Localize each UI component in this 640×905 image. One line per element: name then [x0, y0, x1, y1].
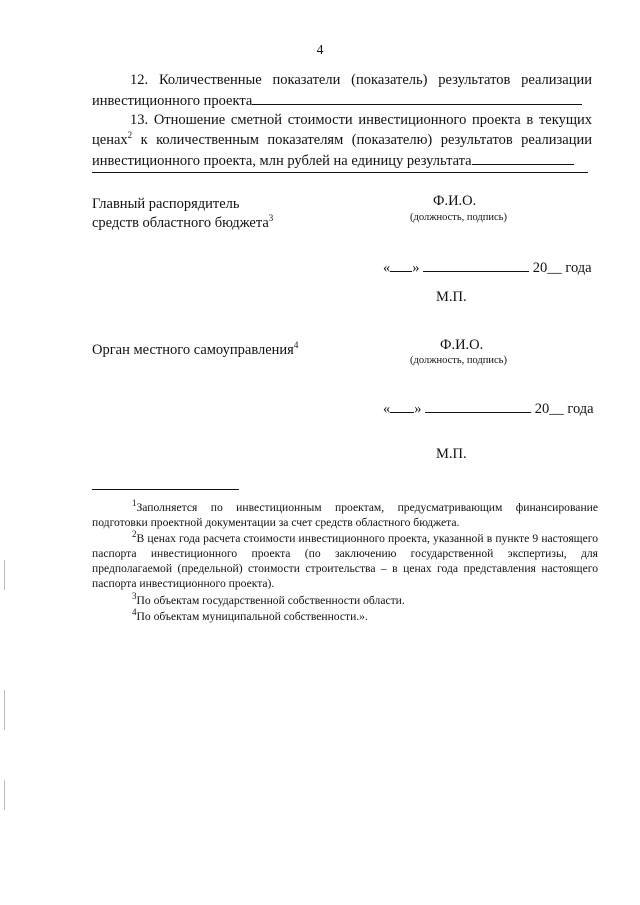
page-number: 4: [316, 43, 324, 58]
signature2-day-blank: [390, 398, 414, 413]
scan-margin-mark: [4, 560, 5, 590]
footnote-3-num: 3: [132, 591, 137, 602]
signature2-stamp-place: М.П.: [436, 446, 467, 462]
footnote-4-text: По объектам муниципальной собственности.».: [136, 610, 368, 623]
item-13-line1: 13. Отношение сметной стоимости инвестиционного проекта в текущих: [130, 112, 592, 128]
footnote-4-num: 4: [132, 607, 137, 618]
footnote-ref-3: 3: [268, 213, 274, 224]
signature1-month-blank: [423, 257, 529, 272]
signature1-day-blank: [390, 257, 412, 272]
item-12-line1: 12. Количественные показатели (показатель) результатов реализации: [130, 72, 592, 88]
footnote-1-num: 1: [132, 498, 137, 509]
footnote-3: [92, 593, 598, 608]
footnote-2-text: В ценах года расчета стоимости инвестиционного проекта, указанной в пункте 9 настоящего паспорта инвестиционного проекта (по заключению государственной экспертизы, для предполагаемой (предельной) стоимости строительства – в ценах года представления настоящего паспорта инвестиционного проекта).: [92, 532, 598, 590]
footnote-1: [92, 500, 598, 530]
item-12-line2: инвестиционного проекта: [92, 93, 253, 109]
signature1-fio: Ф.И.О.: [433, 193, 477, 209]
item-13-blank: [472, 150, 574, 165]
footnote-ref-4: 4: [293, 340, 299, 351]
footnote-separator: [92, 489, 239, 490]
signature1-label-line2: средств областного бюджета: [92, 215, 269, 231]
item-12: [92, 70, 592, 111]
item-13-line2a: ценах: [92, 132, 128, 148]
signature1-role: (должность, подпись): [410, 212, 507, 223]
item-13: [92, 110, 592, 171]
signature2-year: 20__ года: [534, 401, 594, 417]
signature2-label: Орган местного самоуправления$^4$: [92, 340, 299, 358]
item-13-line3: инвестиционного проекта, млн рублей на единицу результата: [92, 153, 472, 169]
signature1-date: « » 20__ года: [383, 257, 592, 277]
signature2-date: « » 20__ года: [383, 398, 594, 418]
scan-margin-mark: [4, 690, 5, 730]
item-13-line2b: к количественным показателям (показателю) результатов реализации: [132, 132, 592, 148]
signature1-year: 20__ года: [532, 260, 592, 276]
footnote-3-text: По объектам государственной собственности области.: [136, 594, 405, 607]
footnote-2-num: 2: [132, 529, 137, 540]
footnote-4: [92, 609, 598, 624]
footnote-1-text: Заполняется по инвестиционным проектам, предусматривающим финансирование подготовки проектной документации за счет средств областного бюджета.: [92, 501, 598, 529]
item-12-blank: [252, 90, 582, 105]
signature2-fio: Ф.И.О.: [440, 337, 484, 353]
footnote-ref-2: 2: [127, 130, 133, 141]
signature1-stamp-place: М.П.: [436, 289, 467, 305]
footnote-2: [92, 531, 598, 591]
signature2-role: (должность, подпись): [410, 355, 507, 366]
signature2-month-blank: [425, 398, 531, 413]
signature1-label-line1: Главный распорядитель: [92, 196, 240, 212]
item-13-rule: [92, 172, 588, 173]
scan-margin-mark: [4, 780, 5, 810]
signature1-label: [92, 195, 273, 233]
